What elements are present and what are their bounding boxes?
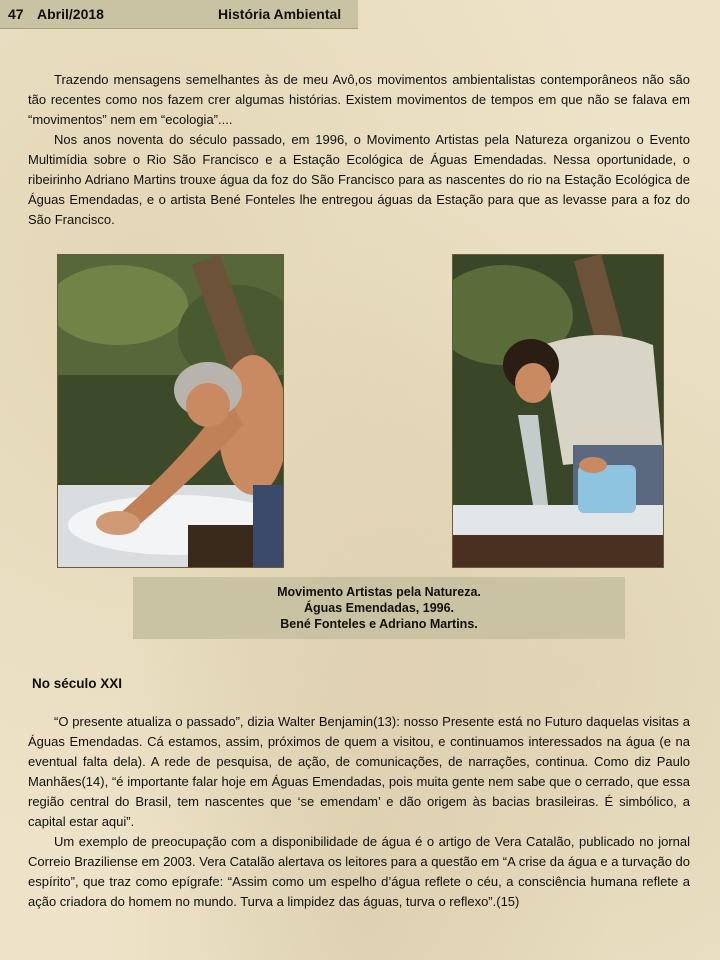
caption-line: Movimento Artistas pela Natureza. [277,585,481,599]
photo-bene-fonteles [57,254,284,568]
caption-line: Bené Fonteles e Adriano Martins. [280,617,478,631]
section-title: História Ambiental [218,6,342,22]
intro-paragraph: Nos anos noventa do século passado, em 1996, o Movimento Artistas pela Natureza organizou o Evento Multimídia sobre o Rio São Francisco e a Estação Ecológica de Águas Emendadas. Nessa oportunidade, o ribeirinho Adriano Martins trouxe água da foz do São Francisco para as nascentes do rio na Estação Ecológica de Águas Emendadas, e o artista Bené Fonteles lhe entregou águas da Estação para que as levasse para a foz do São Francisco. [28,132,690,227]
photo-caption [133,577,625,639]
page-header [0,0,358,29]
section-subheading: No século XXI [32,676,123,691]
intro-text [28,70,690,230]
intro-paragraph: Trazendo mensagens semelhantes às de meu Avô,os movimentos ambientalistas contemporâneos não são tão recentes como nos fazem crer algumas histórias. Existem movimentos de tempos em que não se falava em “movimentos” nem em “ecologia”.... [28,72,690,127]
issue-date: Abril/2018 [37,6,104,22]
photo-image [58,255,283,567]
caption-line: Águas Emendadas, 1996. [303,601,455,615]
body-paragraph: Um exemplo de preocupação com a disponibilidade de água é o artigo de Vera Catalão, publicado no jornal Correio Braziliense em 2003. Vera Catalão alertava os leitores para a questão em “A crise da água e a turvação do espírito”, que traz como epígrafe: “Assim como um espelho d’água reflete o céu, a consciência humana reflete a ação criadora do homem no mundo. Turva a limpidez das águas, turva o reflexo”.(15) [28,834,690,909]
photo-image [453,255,663,567]
photo-adriano-martins [452,254,664,568]
body-paragraph: “O presente atualiza o passado”, dizia Walter Benjamin(13): nosso Presente está no Futuro daquelas visitas a Águas Emendadas. Cá estamos, assim, próximos de quem a visitou, e continuamos interessados na água (e na eventual falta dela). A rede de pesquisa, de ação, de comunicações, de narrações, continua. Como diz Paulo Manhães(14), “é importante falar hoje em Águas Emendadas, pois muita gente nem sabe que o cerrado, que essa região central do Brasil, tem nascentes que ‘se emendam’ e dão origem às bacias brasileiras. É simbólico, a capital estar aqui”. [28,714,690,829]
page-number: 47 [8,6,24,22]
body-text [28,712,690,912]
